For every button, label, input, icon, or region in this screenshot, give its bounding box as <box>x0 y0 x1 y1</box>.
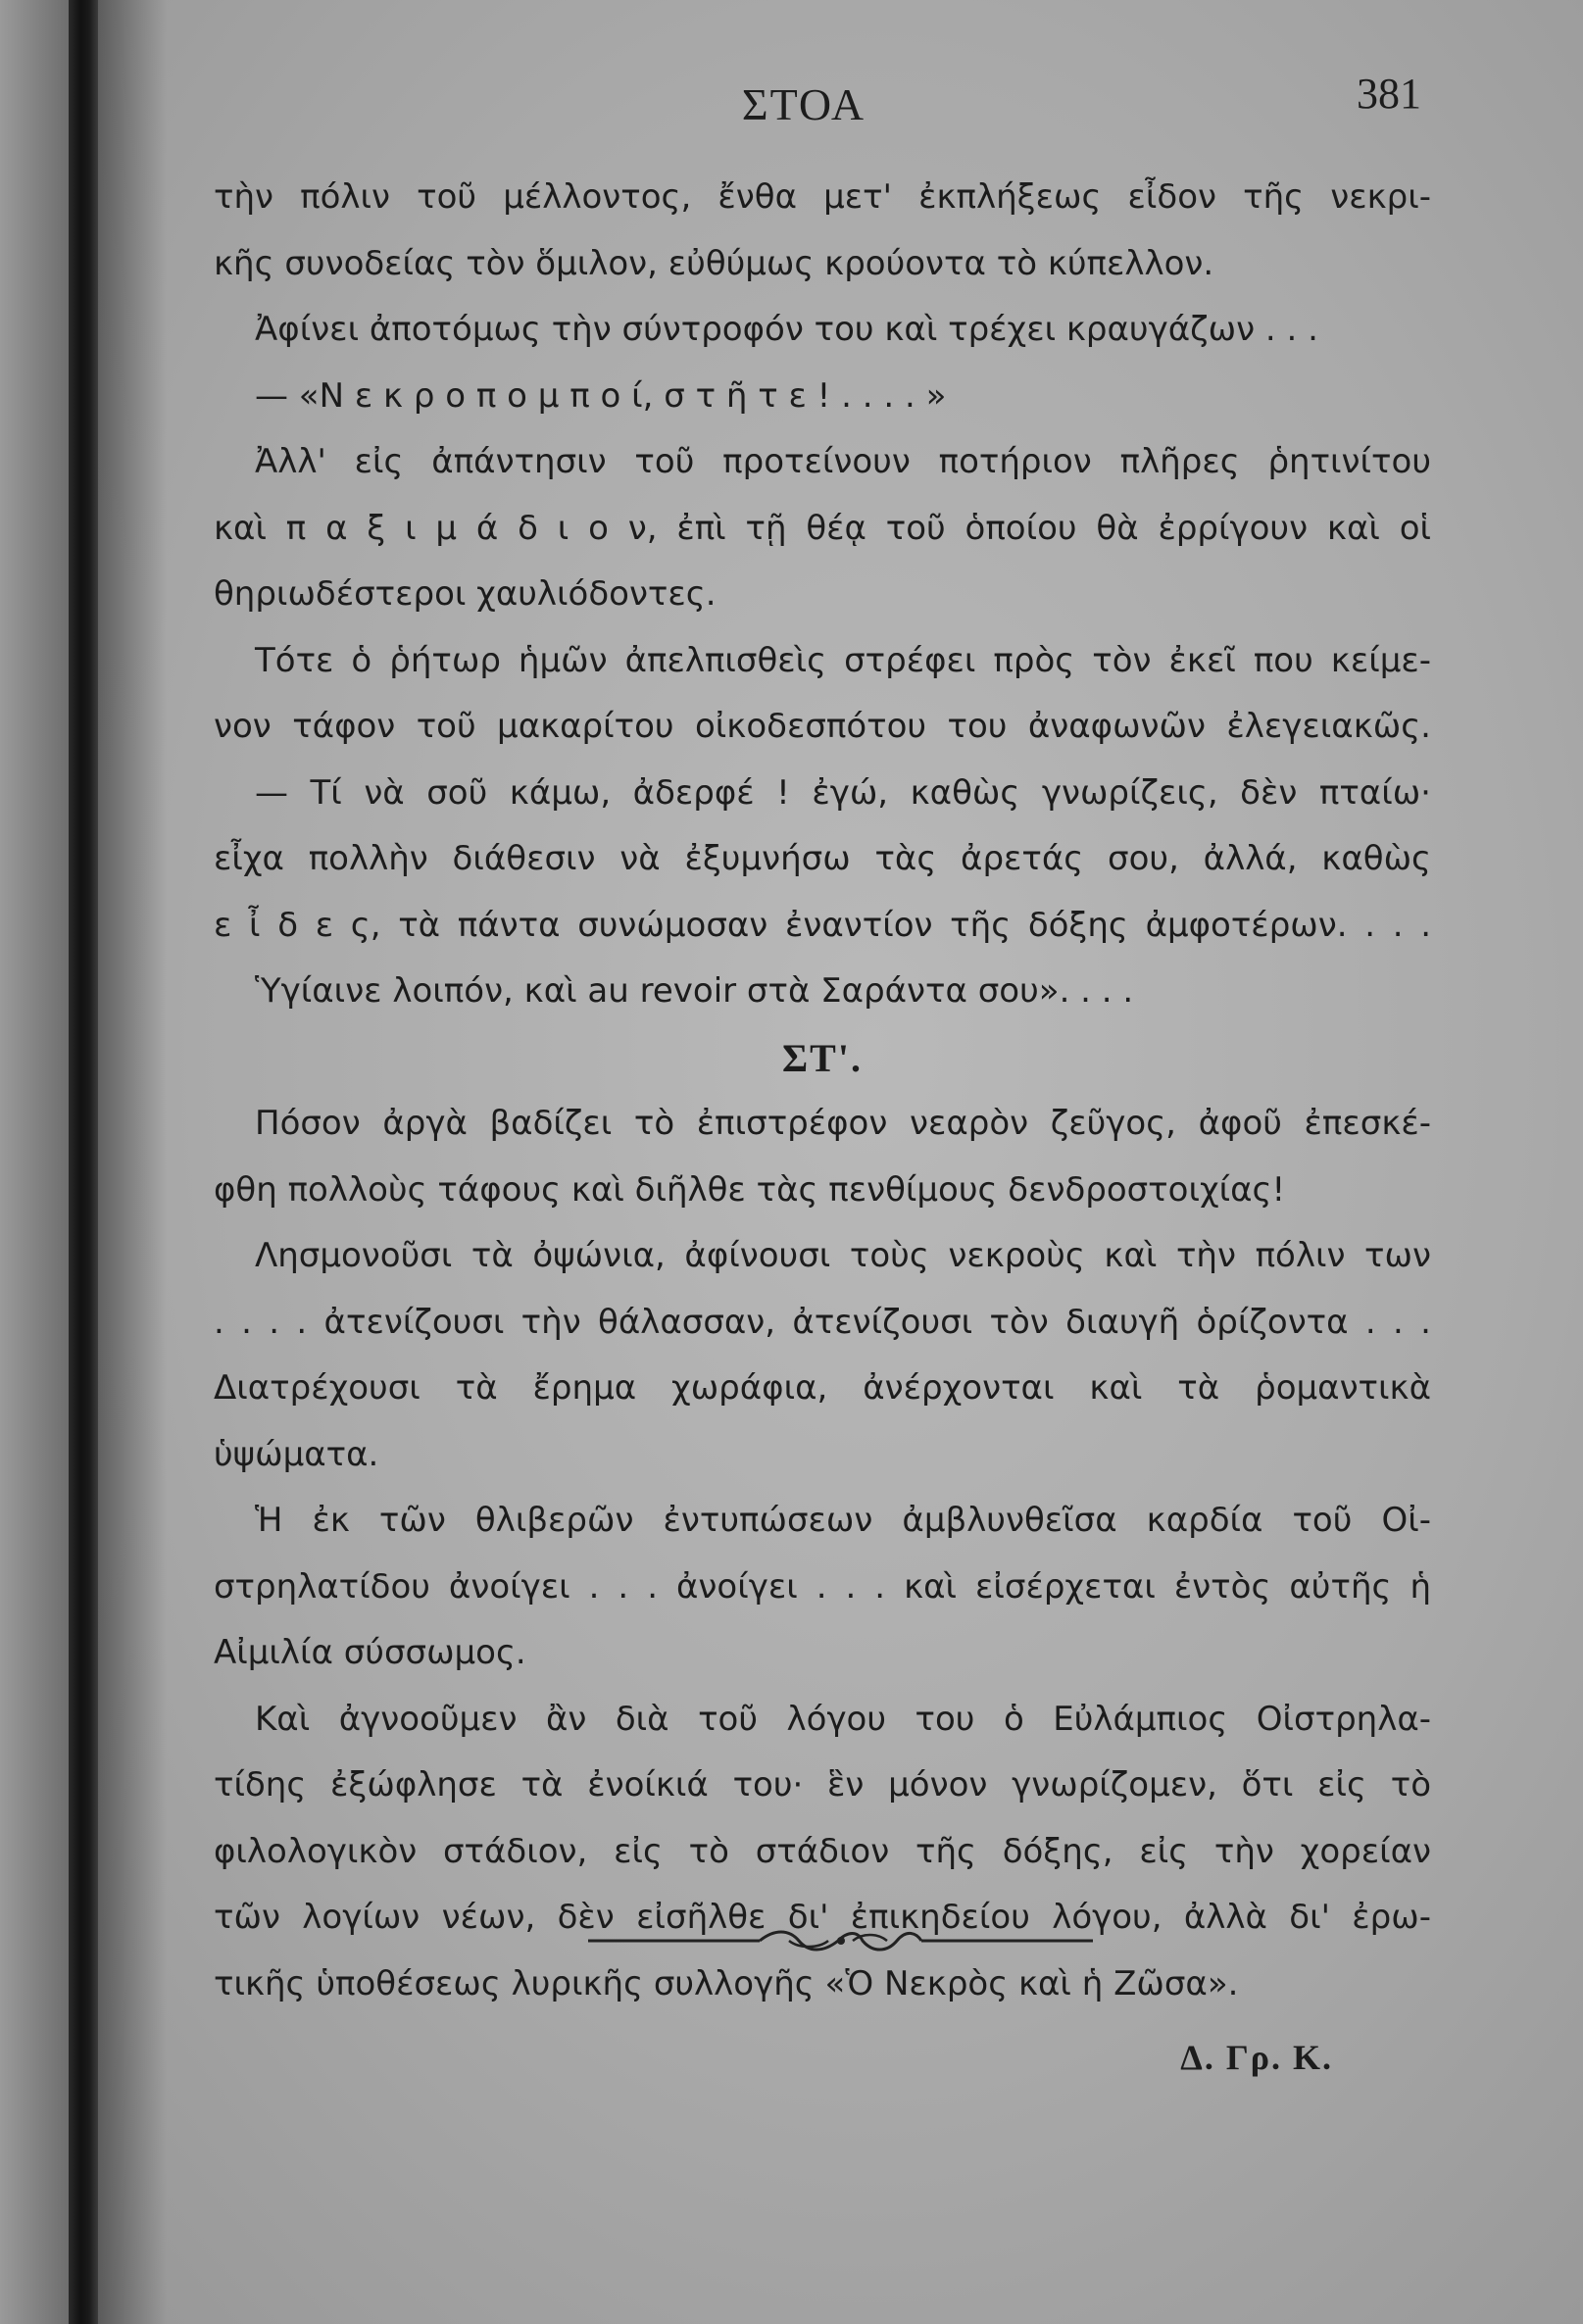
body-text <box>214 165 1431 2092</box>
text-line: νον τάφον τοῦ μακαρίτου οἰκοδεσπότου του ἀναφωνῶν ἐλεγειακῶς. <box>214 707 1431 746</box>
text-line: Λησμονοῦσι τὰ ὀψώνια, ἀφίνουσι τοὺς νεκροὺς καὶ τὴν πόλιν των <box>255 1236 1431 1275</box>
text-line: τίδης ἐξώφλησε τὰ ἐνοίκιά του· ἓν μόνον γνωρίζομεν, ὅτι εἰς τὸ <box>214 1765 1431 1805</box>
text-line: Ἀφίνει ἀποτόμως τὴν σύντροφόν του καὶ τρέχει κραυγάζων . . . <box>255 310 1318 349</box>
text-line: Ὑγίαινε λοιπόν, καὶ au revoir στὰ Σαράντα σου». . . . <box>255 971 1134 1011</box>
text-section-2 <box>214 1091 1431 2017</box>
section-heading: ΣΤ'. <box>782 1035 863 1080</box>
ornamental-divider-icon <box>588 1919 1093 1962</box>
text-section-1 <box>214 165 1431 1025</box>
text-line: κῆς συνοδείας τὸν ὅμιλον, εὐθύμως κρούοντα τὸ κύπελλον. <box>214 243 1214 283</box>
text-line: ὑψώματα. <box>214 1434 379 1474</box>
text-line: εἶχα πολλὴν διάθεσιν νὰ ἐξυμνήσω τὰς ἀρετάς σου, ἀλλά, καθὼς <box>214 839 1431 878</box>
text-line: Διατρέχουσι τὰ ἔρημα χωράφια, ἀνέρχονται καὶ τὰ ῥομαντικὰ <box>214 1368 1431 1408</box>
text-line: — Τί νὰ σοῦ κάμω, ἀδερφέ ! ἐγώ, καθὼς γνωρίζεις, δὲν πταίω· <box>255 772 1431 813</box>
running-header-title: ΣΤΟΑ <box>741 79 866 129</box>
text-line: Τότε ὁ ῥήτωρ ἡμῶν ἀπελπισθεὶς στρέφει πρὸς τὸν ἐκεῖ που κείμε- <box>255 640 1431 680</box>
author-signature: Δ. Γρ. Κ. <box>1180 2038 1333 2077</box>
text-line: Πόσον ἀργὰ βαδίζει τὸ ἐπιστρέφον νεαρὸν ζεῦγος, ἀφοῦ ἐπεσκέ- <box>255 1104 1431 1143</box>
text-line: φιλολογικὸν στάδιον, εἰς τὸ στάδιον τῆς δόξης, εἰς τὴν χορείαν <box>214 1831 1431 1871</box>
text-line: θηριωδέστεροι χαυλιόδοντες. <box>214 574 717 614</box>
text-line: ε ἶ δ ε ς, τὰ πάντα συνώμοσαν ἐναντίον τῆς δόξης ἀμφοτέρων. . . . <box>214 905 1431 945</box>
page-number: 381 <box>1357 70 1421 118</box>
gutter-shadow <box>98 0 167 2324</box>
page-edge-left <box>0 0 69 2324</box>
text-line: . . . . ἀτενίζουσι τὴν θάλασσαν, ἀτενίζουσι τὸν διαυγῆ ὁρίζοντα . . . <box>214 1302 1431 1342</box>
text-line: φθη πολλοὺς τάφους καὶ διῆλθε τὰς πενθίμους δενδροστοιχίας! <box>214 1169 1286 1210</box>
text-line: — «Ν ε κ ρ ο π ο μ π ο ί, σ τ ῆ τ ε ! . . . . » <box>255 375 947 416</box>
book-gutter <box>69 0 98 2324</box>
text-line: καὶ π α ξ ι μ ά δ ι ο ν, ἐπὶ τῇ θέᾳ τοῦ ὁποίου θὰ ἐρρίγουν καὶ οἱ <box>214 508 1431 548</box>
text-line: Αἰμιλία σύσσωμος. <box>214 1633 526 1672</box>
text-line: Ἡ ἐκ τῶν θλιβερῶν ἐντυπώσεων ἀμβλυνθεῖσα καρδία τοῦ Οἰ- <box>255 1501 1431 1540</box>
text-line: στρηλατίδου ἀνοίγει . . . ἀνοίγει . . . καὶ εἰσέρχεται ἐντὸς αὐτῆς ἡ <box>214 1566 1431 1607</box>
text-line: Καὶ ἀγνοοῦμεν ἂν διὰ τοῦ λόγου του ὁ Εὐλάμπιος Οἰστρηλα- <box>255 1699 1431 1739</box>
text-line: τὴν πόλιν τοῦ μέλλοντος, ἔνθα μετ' ἐκπλήξεως εἶδον τῆς νεκρι- <box>214 177 1431 217</box>
text-line: τικῆς ὑποθέσεως λυρικῆς συλλογῆς «Ὁ Νεκρὸς καὶ ἡ Ζῶσα». <box>214 1963 1239 2003</box>
text-line: Ἀλλ' εἰς ἀπάντησιν τοῦ προτείνουν ποτήριον πλῆρες ῥητινίτου <box>255 442 1431 481</box>
text-line: τῶν λογίων νέων, δὲν εἰσῆλθε δι' ἐπικηδείου λόγου, ἀλλὰ δι' ἐρω- <box>214 1898 1431 1937</box>
